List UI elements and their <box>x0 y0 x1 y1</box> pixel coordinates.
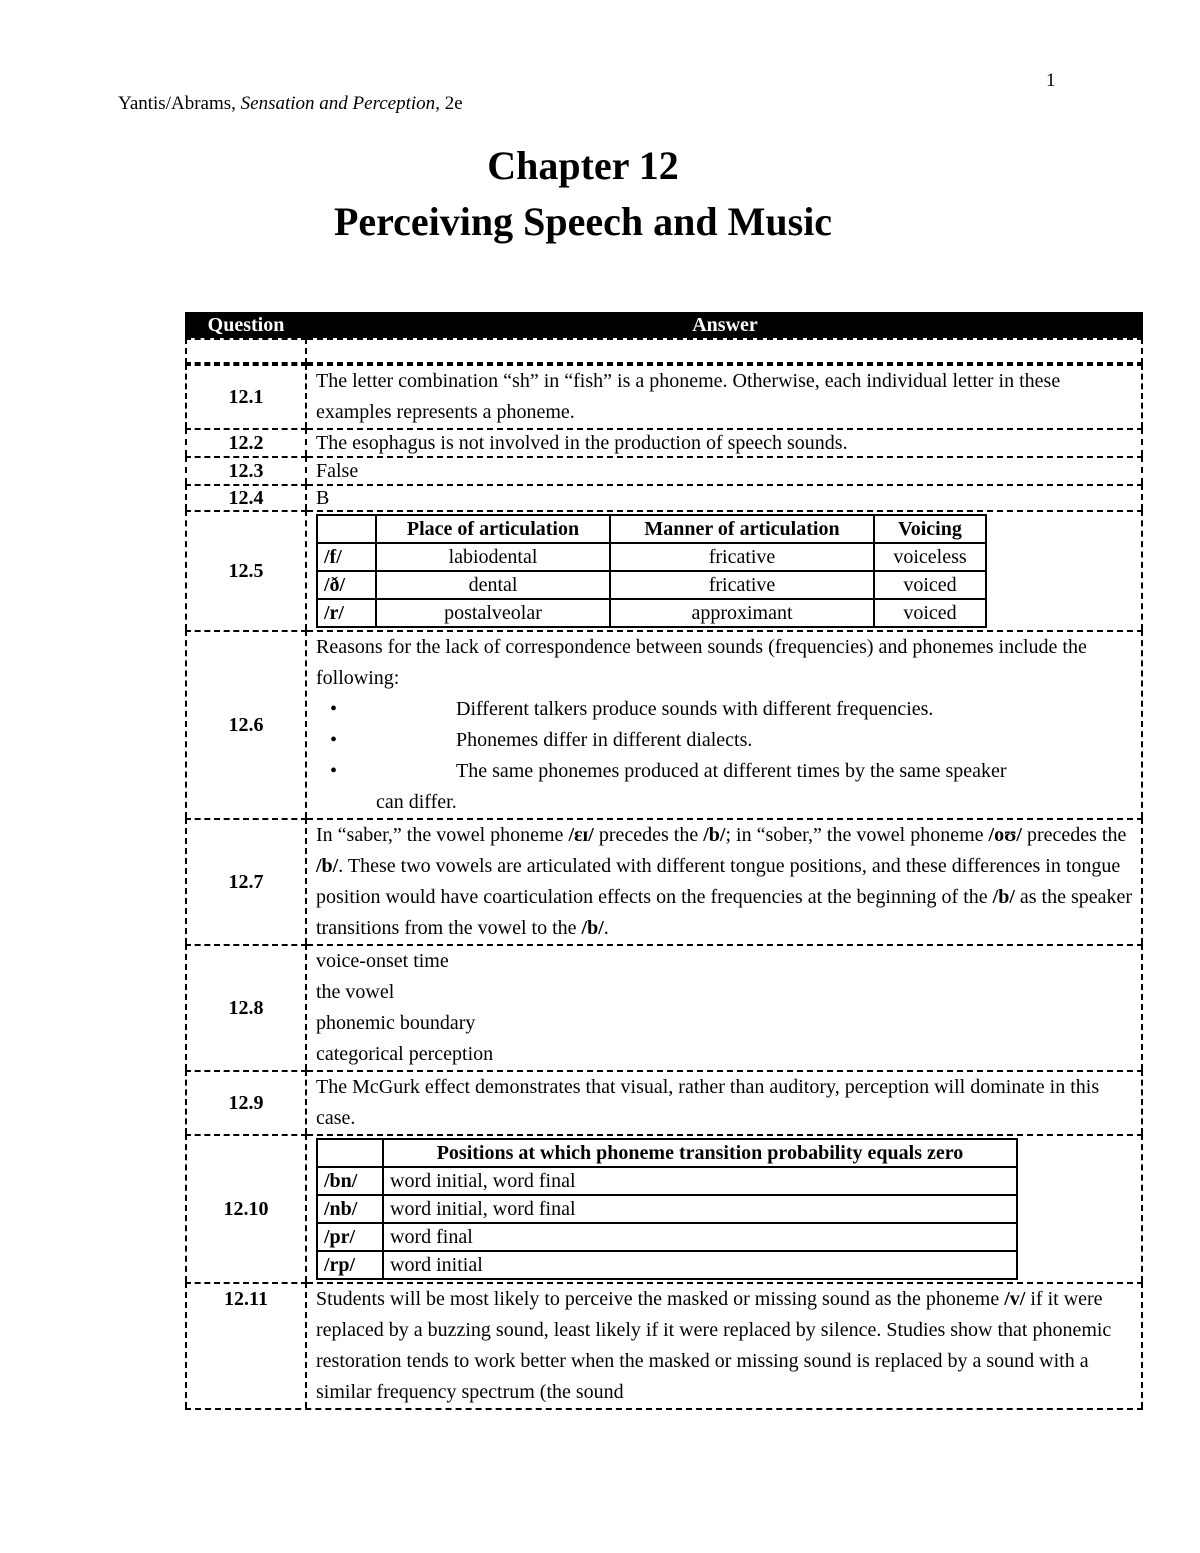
answer-cell <box>307 1134 1143 1282</box>
table-row <box>185 944 1143 1070</box>
list-item: • Different talkers produce sounds with different frequencies. <box>316 694 1135 725</box>
answer-column-header: Answer <box>307 312 1143 338</box>
header-author: Yantis/Abrams, <box>118 93 241 114</box>
phoneme: /b/ <box>316 855 339 877</box>
articulation-table <box>316 514 987 628</box>
manner-cell: approximant <box>610 599 874 627</box>
answer-line: the vowel <box>316 981 395 1003</box>
table-row <box>185 456 1143 484</box>
question-id: 12.9 <box>185 1070 307 1134</box>
phoneme-pair-cell: /pr/ <box>317 1223 383 1251</box>
table-row <box>185 630 1143 818</box>
list-item: • Phonemes differ in different dialects. <box>316 725 1135 756</box>
transition-header-blank <box>317 1139 383 1167</box>
answer-text: The McGurk effect demonstrates that visual, rather than auditory, perception will dominate in this case. <box>307 1070 1143 1134</box>
articulation-header: Place of articulation <box>376 515 610 543</box>
bullet-continuation: can differ. <box>376 791 457 813</box>
articulation-header: Voicing <box>874 515 986 543</box>
phoneme-cell: /f/ <box>317 543 376 571</box>
qa-table <box>185 312 1143 1410</box>
voicing-cell: voiced <box>874 571 986 599</box>
manner-cell: fricative <box>610 543 874 571</box>
question-id: 12.2 <box>185 428 307 456</box>
header-edition: , 2e <box>435 93 463 114</box>
manner-cell: fricative <box>610 571 874 599</box>
answer-intro: Reasons for the lack of correspondence between sounds (frequencies) and phonemes include the following: <box>316 636 1087 689</box>
question-id: 12.1 <box>185 364 307 428</box>
phoneme-cell: /ð/ <box>317 571 376 599</box>
header-book-title: Sensation and Perception <box>240 93 436 114</box>
phoneme-cell: /r/ <box>317 599 376 627</box>
answer-cell <box>307 944 1143 1070</box>
transition-table <box>316 1138 1018 1280</box>
question-id: 12.11 <box>185 1282 307 1408</box>
answer-text: Students will be most likely to perceive the masked or missing sound as the phoneme /v/ if it were replaced by a buzzing sound, least likely if it were replaced by silence. Studies show that phonemic restoration tends to work better when the masked or missing sound is replaced by a sound with a similar frequency spectrum (the sound <box>307 1282 1143 1408</box>
bullet-icon: • <box>330 760 338 782</box>
place-cell: labiodental <box>376 543 610 571</box>
phoneme: /b/ <box>992 886 1015 908</box>
question-id: 12.10 <box>185 1134 307 1282</box>
chapter-subtitle: Perceiving Speech and Music <box>333 199 833 244</box>
answer-text: In “saber,” the vowel phoneme /ɛɪ/ precedes the /b/; in “sober,” the vowel phoneme /oʊ/ precedes the /b/. These two vowels are articulated with different tongue positions, and these differences in tongue position would have coarticulation effects on the frequencies at the beginning of the /b/ as the speaker transitions from the vowel to the /b/. <box>307 818 1143 944</box>
question-column-header: Question <box>185 312 307 338</box>
position-cell: word initial, word final <box>383 1195 1017 1223</box>
answer-text: The letter combination “sh” in “fish” is a phoneme. Otherwise, each individual letter in these examples represents a phoneme. <box>307 364 1143 428</box>
qa-header-row <box>185 312 1143 338</box>
empty-row <box>185 338 1143 364</box>
position-cell: word initial <box>383 1251 1017 1279</box>
phoneme: /b/ <box>581 917 604 939</box>
answer-line: phonemic boundary <box>316 1012 476 1034</box>
question-id: 12.6 <box>185 630 307 818</box>
phoneme: /v/ <box>1004 1288 1026 1310</box>
answer-cell <box>307 630 1143 818</box>
place-cell: postalveolar <box>376 599 610 627</box>
position-cell: word final <box>383 1223 1017 1251</box>
answer-line: voice-onset time <box>316 950 449 972</box>
chapter-title: Chapter 12 <box>487 143 679 188</box>
table-row <box>185 1282 1143 1408</box>
answer-text: False <box>307 456 1143 484</box>
list-item: • The same phonemes produced at different times by the same speaker can differ. <box>316 756 1135 818</box>
answer-line: categorical perception <box>316 1043 494 1065</box>
table-row <box>185 484 1143 510</box>
reasons-list <box>316 694 1135 818</box>
articulation-header: Manner of articulation <box>610 515 874 543</box>
phoneme: /ɛɪ/ <box>568 824 594 846</box>
table-row <box>185 1070 1143 1134</box>
articulation-header <box>317 515 376 543</box>
voicing-cell: voiced <box>874 599 986 627</box>
running-header <box>118 93 463 115</box>
transition-header: Positions at which phoneme transition probability equals zero <box>383 1139 1017 1167</box>
answer-cell <box>307 510 1143 630</box>
voicing-cell: voiceless <box>874 543 986 571</box>
phoneme-pair-cell: /rp/ <box>317 1251 383 1279</box>
page-number: 1 <box>1046 70 1056 91</box>
question-id: 12.8 <box>185 944 307 1070</box>
place-cell: dental <box>376 571 610 599</box>
question-id: 12.7 <box>185 818 307 944</box>
table-row <box>185 818 1143 944</box>
position-cell: word initial, word final <box>383 1167 1017 1195</box>
phoneme: /b/ <box>703 824 726 846</box>
table-row <box>185 428 1143 456</box>
question-id: 12.4 <box>185 484 307 510</box>
table-row <box>185 1134 1143 1282</box>
phoneme-pair-cell: /nb/ <box>317 1195 383 1223</box>
answer-text: B <box>307 484 1143 510</box>
question-id: 12.3 <box>185 456 307 484</box>
question-id: 12.5 <box>185 510 307 630</box>
phoneme: /oʊ/ <box>988 824 1022 846</box>
phoneme-pair-cell: /bn/ <box>317 1167 383 1195</box>
answer-text: The esophagus is not involved in the production of speech sounds. <box>307 428 1143 456</box>
table-row <box>185 364 1143 428</box>
table-row <box>185 510 1143 630</box>
bullet-icon: • <box>330 729 338 751</box>
bullet-icon: • <box>330 698 338 720</box>
